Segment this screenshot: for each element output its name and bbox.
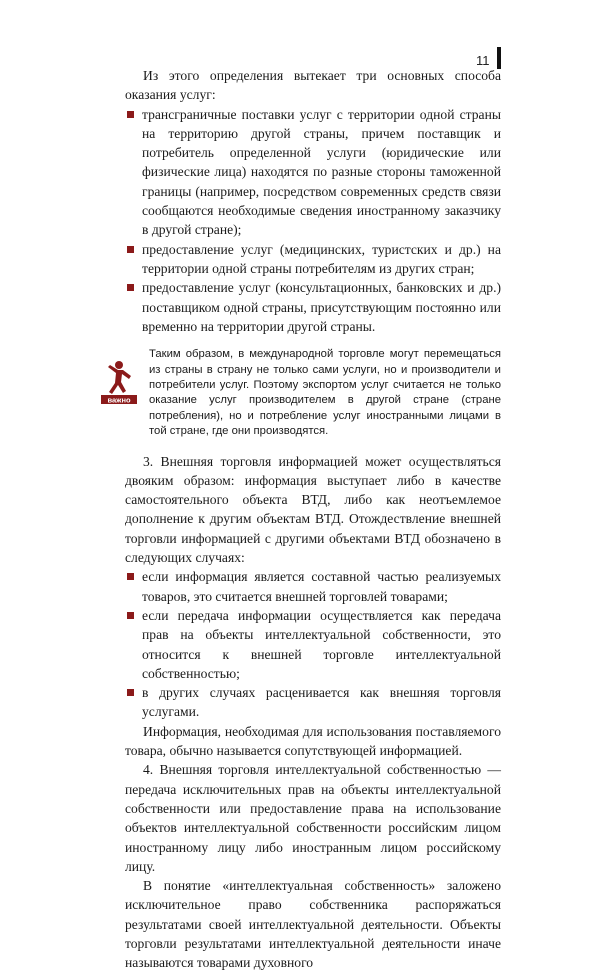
- note-text: Таким образом, в международной торговле могут перемещаться из страны в страну не только сами услуги, но и производители и потребители услуг. Поэтому экспортом услуг считается не только оказание услуг производителем в другой стране (стране потребления), но и потребление услуг иностранными лицами в той стране, где они производятся.: [149, 348, 501, 438]
- list-item-text: предоставление услуг (консультационных, банковских и др.) поставщиком одной страны, присутствующим постоянно или временно на территории другой страны.: [142, 280, 501, 334]
- list-item: [125, 278, 501, 336]
- bullet-square-icon: [127, 246, 134, 253]
- list-item: [125, 567, 501, 606]
- bullet-square-icon: [127, 284, 134, 291]
- list-item: [125, 240, 501, 279]
- information-cases-list: [125, 567, 501, 721]
- list-item-text: трансграничные поставки услуг с территории одной страны на территорию другой страны, причем поставщик и потребитель определенной услуги (юридические или физические лица) находятся по разные стороны таможенной границы (например, посредством современных средств связи сообщаются необходимые сведения иностранному заказчику в другой стране);: [142, 106, 501, 238]
- intro-paragraph: Из этого определения вытекает три основных способа оказания услуг:: [125, 68, 501, 103]
- running-man-icon: [97, 359, 141, 405]
- service-methods-list: [125, 105, 501, 337]
- list-item: [125, 606, 501, 683]
- list-item-text: если информация является составной частью реализуемых товаров, это считается внешней торговлей товарами;: [142, 569, 501, 604]
- important-note: [107, 347, 501, 439]
- list-item: [125, 105, 501, 240]
- important-icon-label: важно: [107, 395, 131, 405]
- list-item-text: в других случаях расценивается как внешняя торговля услугами.: [142, 685, 501, 720]
- list-item-text: если передача информации осуществляется как передача прав на объекты интеллектуальной собственности, это относится к внешней торговле интеллектуальной собственностью;: [142, 607, 501, 681]
- list-item: [125, 683, 501, 722]
- bullet-square-icon: [127, 111, 134, 118]
- bullet-square-icon: [127, 689, 134, 696]
- section-3-outro: Информация, необходимая для использования поставляемого товара, обычно называется сопутствующей информацией.: [125, 723, 501, 759]
- page-body: [107, 66, 501, 973]
- section-4-paragraph-2: В понятие «интеллектуальная собственность» заложено исключительное право собственника распоряжаться результатами своей интеллектуальной деятельности. Объекты торговли результатами интеллектуальной деятельности иначе называются товарами духовного: [125, 878, 501, 971]
- list-item-text: предоставление услуг (медицинских, туристских и др.) на территории одной страны потребителям из других стран;: [142, 241, 501, 276]
- section-3-intro: 3. Внешняя торговля информацией может осуществляться двояким образом: информация выступает либо в качестве самостоятельного объекта ВТД, либо как неотъемлемое дополнение к другим объектам ВТД. Отождествление внешней торговли информацией с другими объектами ВТД обозначено в следующих случаях:: [125, 453, 501, 566]
- section-4-paragraph-1: 4. Внешняя торговля интеллектуальной собственностью — передача исключительных прав на объекты интеллектуальной собственности или предоставление права на использование объектов интеллектуальной собственности российским лицом иностранному лицу либо иностранным лицом российскому лицу.: [125, 762, 501, 874]
- page-number: 11: [476, 53, 490, 68]
- bullet-square-icon: [127, 573, 134, 580]
- bullet-square-icon: [127, 612, 134, 619]
